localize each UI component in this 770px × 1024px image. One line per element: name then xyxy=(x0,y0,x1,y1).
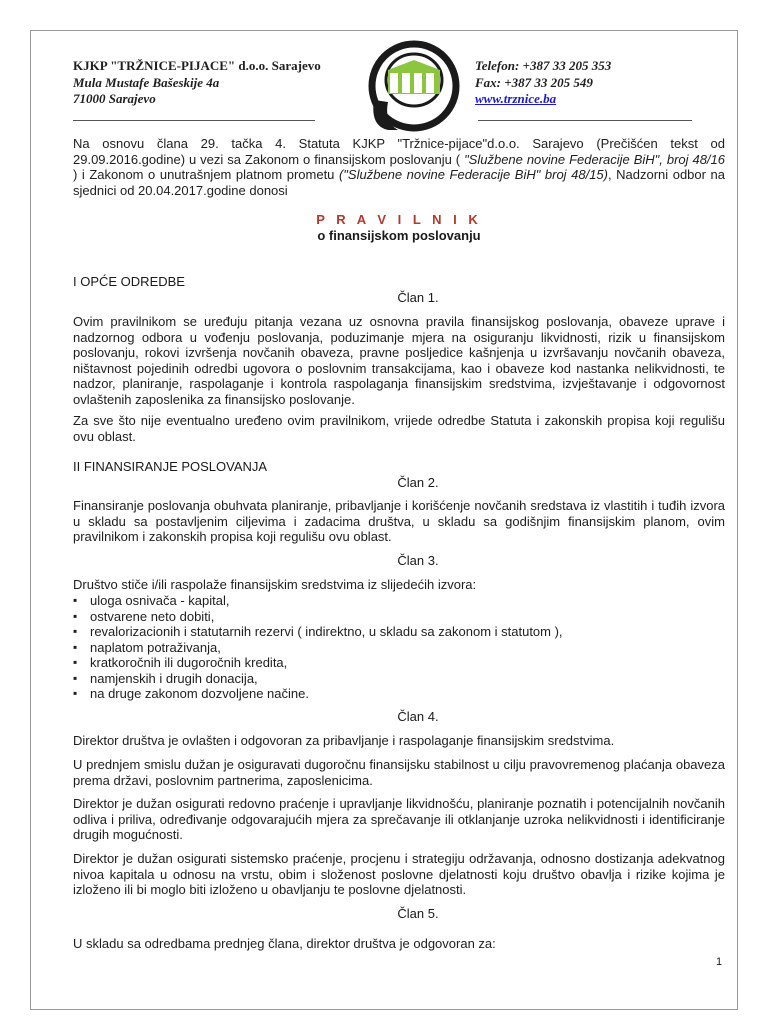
list-item: ▪ revalorizacionih i statutarnih rezervi ( indirektno, u skladu sa zakonom i statutom ), xyxy=(73,624,725,640)
clan-2-heading: Član 2. xyxy=(397,475,439,490)
list-item: ▪ ostvarene neto dobiti, xyxy=(73,609,725,625)
clan-5-heading: Član 5. xyxy=(397,906,439,921)
section-heading-1: I OPĆE ODREDBE xyxy=(73,274,185,289)
clan-4-paragraph-2: U prednjem smislu dužan je osiguravati dugoročnu finansijsku stabilnost u cilju pravovremenog plaćanja obaveza prema državi, poslovnim partnerima, zaposlenicima. xyxy=(73,757,725,788)
company-name: KJKP "TRŽNICE-PIJACE" d.o.o. Sarajevo xyxy=(73,58,321,73)
header-rule-left xyxy=(73,120,315,121)
header-rule-right xyxy=(478,120,692,121)
clan-3-heading: Član 3. xyxy=(397,553,439,568)
intro-paragraph: Na osnovu člana 29. tačka 4. Statuta KJKP "Tržnice-pijace"d.o.o. Sarajevo (Prečišćen tekst od 29.09.2016.godine) u vezi sa Zakonom o finansijskom poslovanju ( "Službene novine Federacije BiH", broj 48/16 ) i Zakonom o unutrašnjem platnom prometu ("Službene novine Federacije BiH" broj 48/15), Nadzorni odbor na sjednici od 20.04.2017.godine donosi xyxy=(73,136,725,198)
clan-3-intro: Društvo stiče i/ili raspolaže finansijskim sredstvima iz slijedećih izvora: xyxy=(73,577,477,592)
clan-1-heading: Član 1. xyxy=(397,290,439,305)
page-number: 1 xyxy=(716,956,723,968)
company-street: Mula Mustafe Bašeskije 4a xyxy=(73,74,220,90)
clan-1-paragraph-1: Ovim pravilnikom se uređuju pitanja vezana uz osnovna pravila finansijskog poslovanja, obaveze uprave i nadzornog odbora u vođenju poslovanja, poduzimanje mjera na osiguranju likvidnosti, rizik u finansijskom poslovanju, rokovi izvršenja novčanih obaveza, pravne posljedice kašnjenja u izvršavanju novčanih obaveza, ništavnost pojedinih odredbi ugovora o poslovnim transakcijama, kao i obaveze kod nastanka nelikvidnosti, te nadzor, planiranje, raspolaganje i kontrola raspolaganja finansijskim sredstvima, izvještavanje i odgovornost ovlaštenih zaposlenika za finansijsko poslovanje. xyxy=(73,314,725,407)
list-item: ▪ naplatom potraživanja, xyxy=(73,640,725,656)
phone-number: Telefon: +387 33 205 353 xyxy=(475,58,612,73)
company-logo-icon xyxy=(368,40,468,132)
fax-number: Fax: +387 33 205 549 xyxy=(475,74,593,90)
clan-4-paragraph-4: Direktor je dužan osigurati sistemsko praćenje, procjenu i strategiju održavanja, odnosno dostizanja adekvatnog nivoa kapitala u odnosu na vrstu, obim i složenost poslovne djelatnosti koju društvo obavlja i rizike kojima je izloženo ili bi moglo biti izloženo u obavljanju te poslovne djelatnosti. xyxy=(73,851,725,897)
letterhead-address xyxy=(73,58,363,108)
letterhead-contacts xyxy=(475,58,725,108)
website-link[interactable]: www.trznice.ba xyxy=(475,91,557,106)
list-item: ▪ na druge zakonom dozvoljene načine. xyxy=(73,686,725,702)
list-item: ▪ namjenskih i drugih donacija, xyxy=(73,671,725,687)
title-line-2: o finansijskom poslovanju xyxy=(317,228,481,243)
clan-4-heading: Član 4. xyxy=(397,709,439,724)
clan-5-paragraph: U skladu sa odredbama prednjeg člana, direktor društva je odgovoran za: xyxy=(73,936,496,951)
clan-4-paragraph-1: Direktor društva je ovlašten i odgovoran za pribavljanje i raspolaganje finansijskim sredstvima. xyxy=(73,733,615,748)
company-city: 71000 Sarajevo xyxy=(73,91,156,106)
funding-sources-list xyxy=(73,593,725,702)
clan-2-paragraph: Finansiranje poslovanja obuhvata planiranje, pribavljanje i korišćenje novčanih sredstava iz vlastitih i tuđih izvora u skladu sa postavljenim ciljevima i zadacima društva, u skladu sa godišnjim finansijskim planom, ovim pravilnikom i zakonskih propisa koji regulišu ovu oblast. xyxy=(73,498,725,544)
section-heading-2: II FINANSIRANJE POSLOVANJA xyxy=(73,459,268,474)
title-line-1: P R A V I L N I K xyxy=(316,212,482,227)
list-item: ▪ kratkoročnih ili dugoročnih kredita, xyxy=(73,655,725,671)
document-title xyxy=(73,212,725,244)
clan-4-paragraph-3: Direktor je dužan osigurati redovno praćenje i upravljanje likvidnošću, planiranje poznatih i potencijalnih novčanih odliva i priliva, određivanje odgovarajućih mjera za sprečavanje ili otklanjanje uzroka nelikvidnosti i identificiranje drugih mogućnosti. xyxy=(73,796,725,842)
clan-1-paragraph-2: Za sve što nije eventualno uređeno ovim pravilnikom, vrijede odredbe Statuta i zakonskih propisa koji regulišu ovu oblast. xyxy=(73,413,725,444)
list-item: ▪ uloga osnivača - kapital, xyxy=(73,593,725,609)
